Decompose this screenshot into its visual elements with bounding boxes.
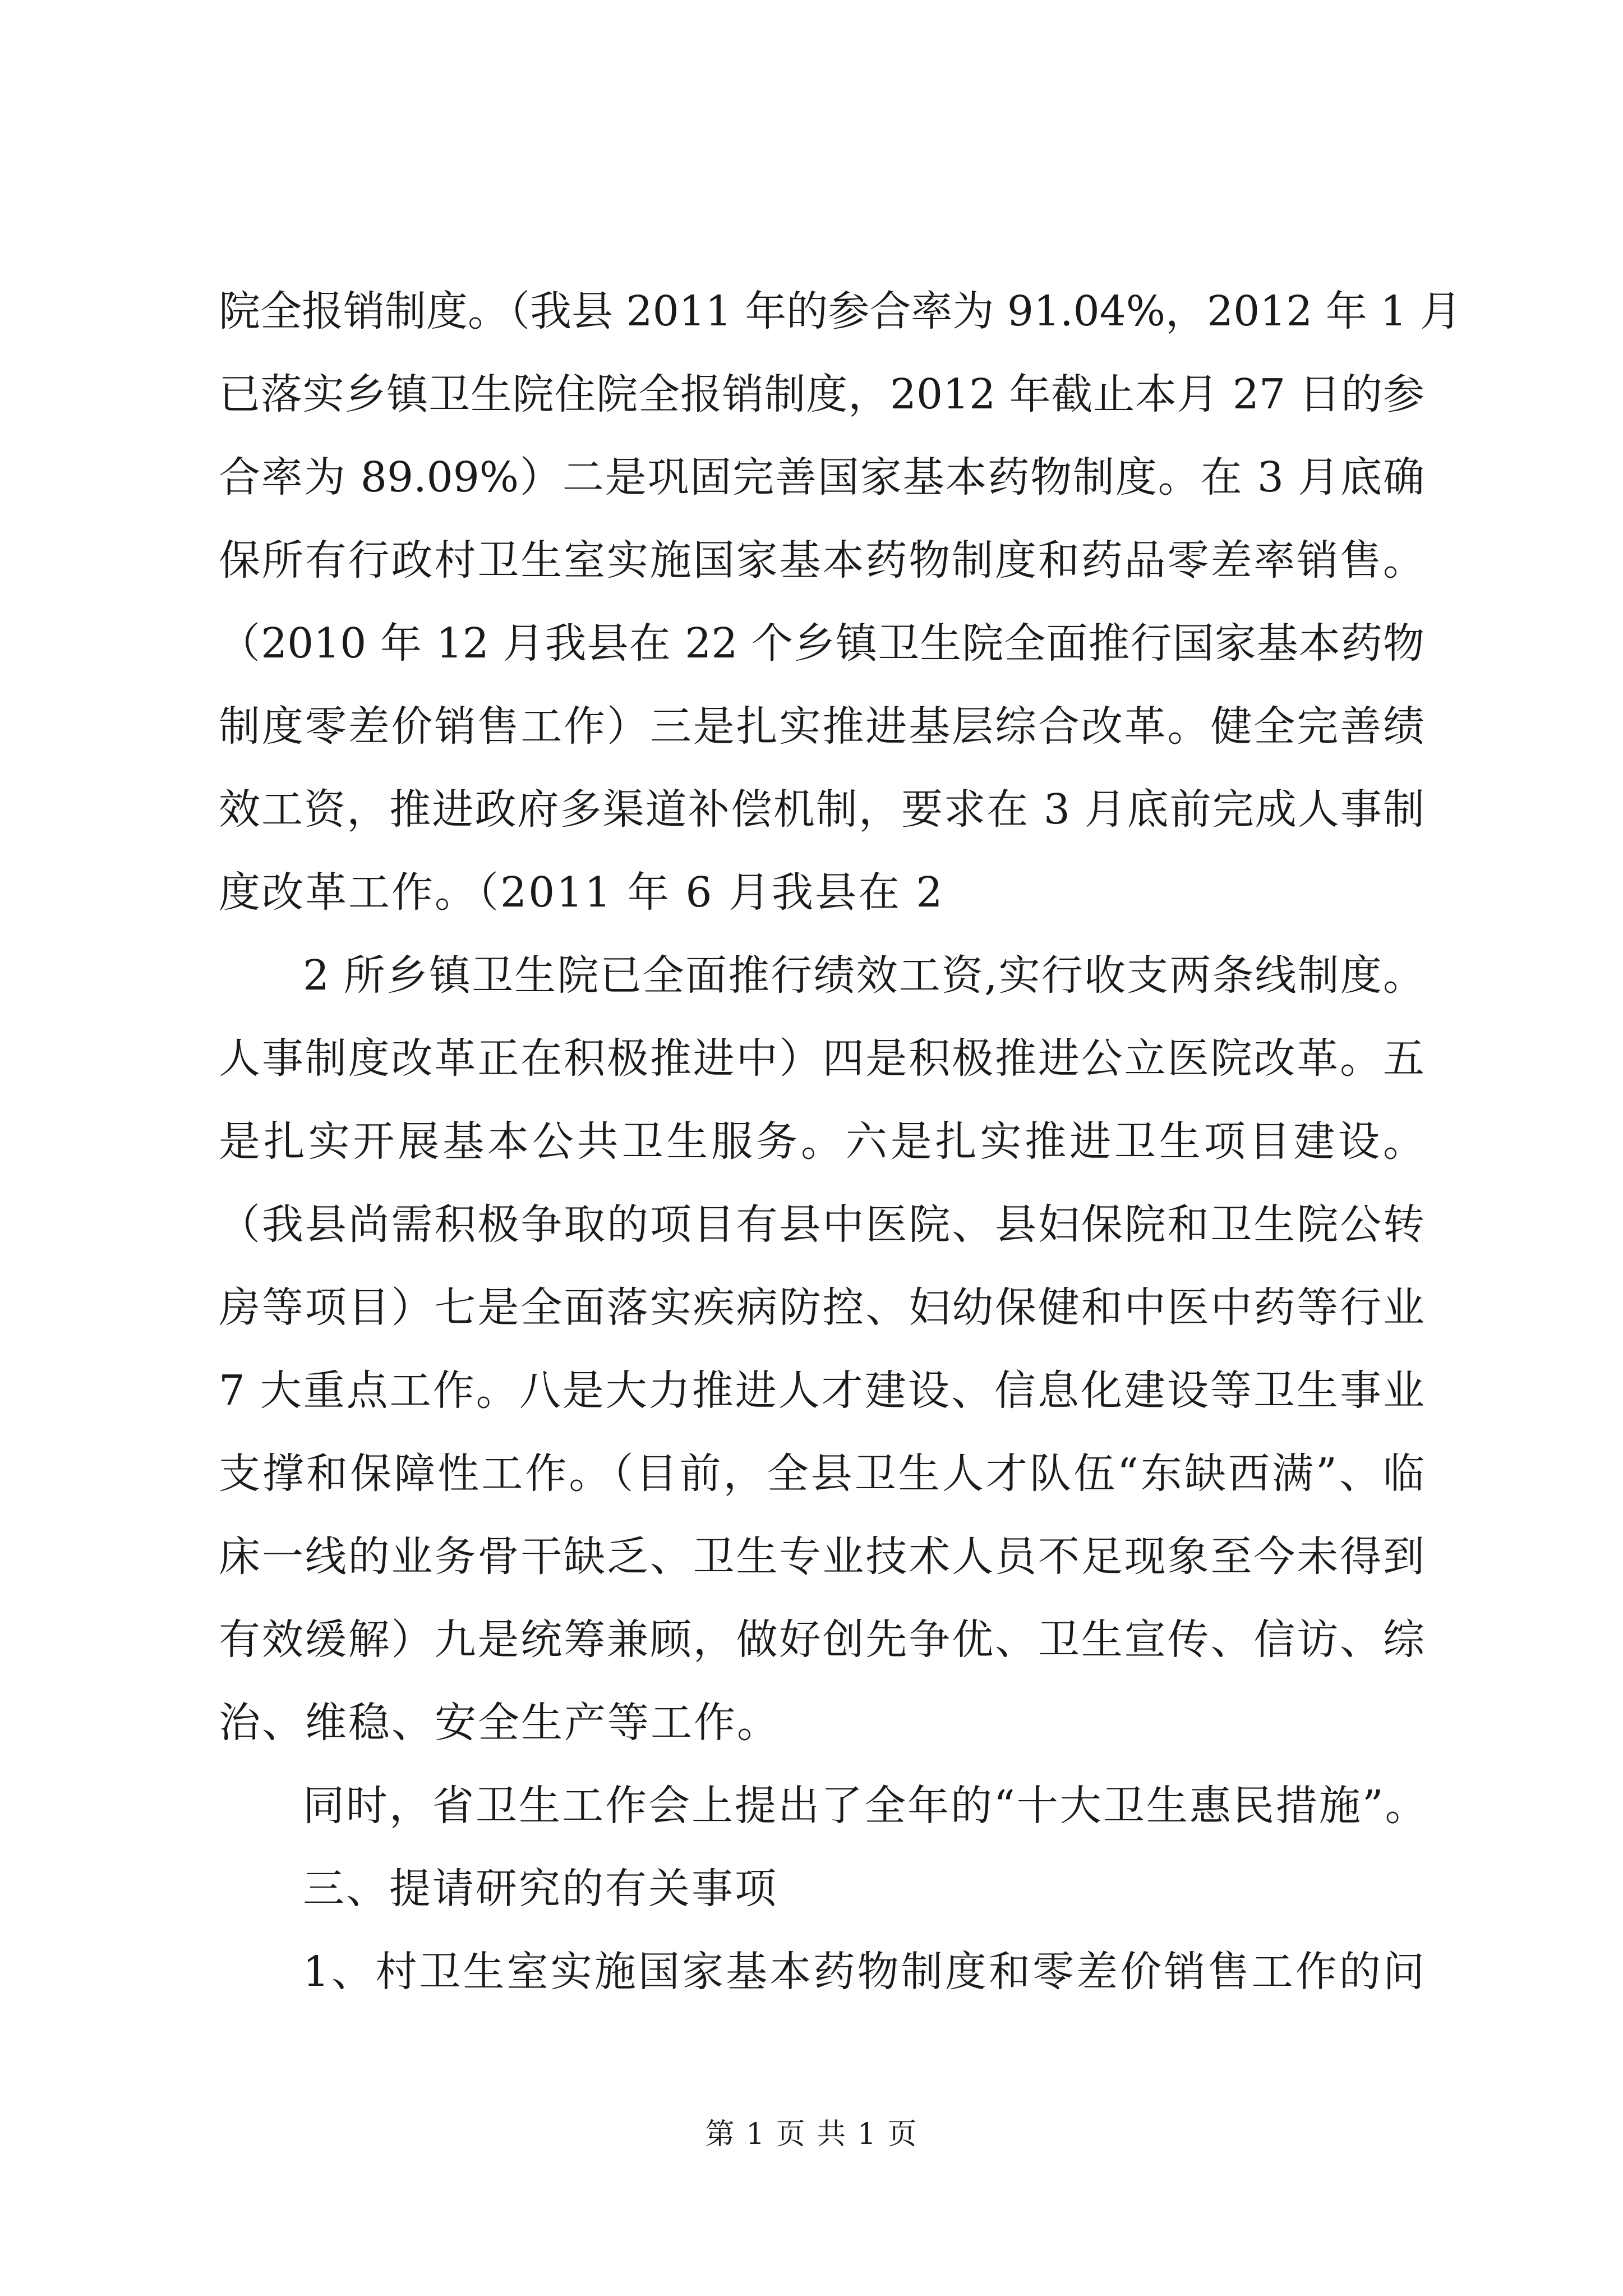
text-line: 制度零差价销售工作）三是扎实推进基层综合改革。健全完善绩 — [219, 702, 1424, 751]
text-line: （2010 年 12 月我县在 22 个乡镇卫生院全面推行国家基本药物 — [219, 619, 1424, 668]
text-line: 度改革工作。（2011 年 6 月我县在 2 — [219, 868, 944, 917]
text-line: 7 大重点工作。八是大力推进人才建设、信息化建设等卫生事业 — [219, 1366, 1424, 1415]
text-line: 支撑和保障性工作。（目前，全县卫生人才队伍“东缺西满”、临 — [219, 1450, 1424, 1498]
text-line: （我县尚需积极争取的项目有县中医院、县妇保院和卫生院公转 — [219, 1200, 1424, 1249]
text-line: 合率为 89.09%）二是巩固完善国家基本药物制度。在 3 月底确 — [219, 453, 1424, 501]
text-line: 是扎实开展基本公共卫生服务。六是扎实推进卫生项目建设。 — [219, 1117, 1424, 1166]
section-heading: 三、提请研究的有关事项 — [303, 1865, 778, 1913]
paragraph-first-line: 2 所乡镇卫生院已全面推行绩效工资,实行收支两条线制度。 — [303, 951, 1424, 1000]
text-line: 已落实乡镇卫生院住院全报销制度，2012 年截止本月 27 日的参 — [219, 370, 1424, 418]
page-footer: 第 1 页 共 1 页 — [705, 2118, 918, 2151]
text-line: 保所有行政村卫生室实施国家基本药物制度和药品零差率销售。 — [219, 536, 1424, 585]
text-line: 效工资，推进政府多渠道补偿机制，要求在 3 月底前完成人事制 — [219, 785, 1424, 834]
text-line: 有效缓解）九是统筹兼顾，做好创先争优、卫生宣传、信访、综 — [219, 1616, 1424, 1664]
text-line: 院全报销制度。（我县 2011 年的参合率为 91.04%，2012 年 1 月 — [219, 287, 1462, 335]
text-line: 房等项目）七是全面落实疾病防控、妇幼保健和中医中药等行业 — [219, 1283, 1424, 1332]
text-line: 人事制度改革正在积极推进中）四是积极推进公立医院改革。五 — [219, 1034, 1424, 1083]
paragraph-first-line: 1、村卫生室实施国家基本药物制度和零差价销售工作的问 — [303, 1948, 1424, 1996]
text-line: 治、维稳、安全生产等工作。 — [219, 1699, 780, 1747]
text-line: 床一线的业务骨干缺乏、卫生专业技术人员不足现象至今未得到 — [219, 1533, 1424, 1581]
paragraph-first-line: 同时，省卫生工作会上提出了全年的“十大卫生惠民措施”。 — [303, 1782, 1428, 1830]
